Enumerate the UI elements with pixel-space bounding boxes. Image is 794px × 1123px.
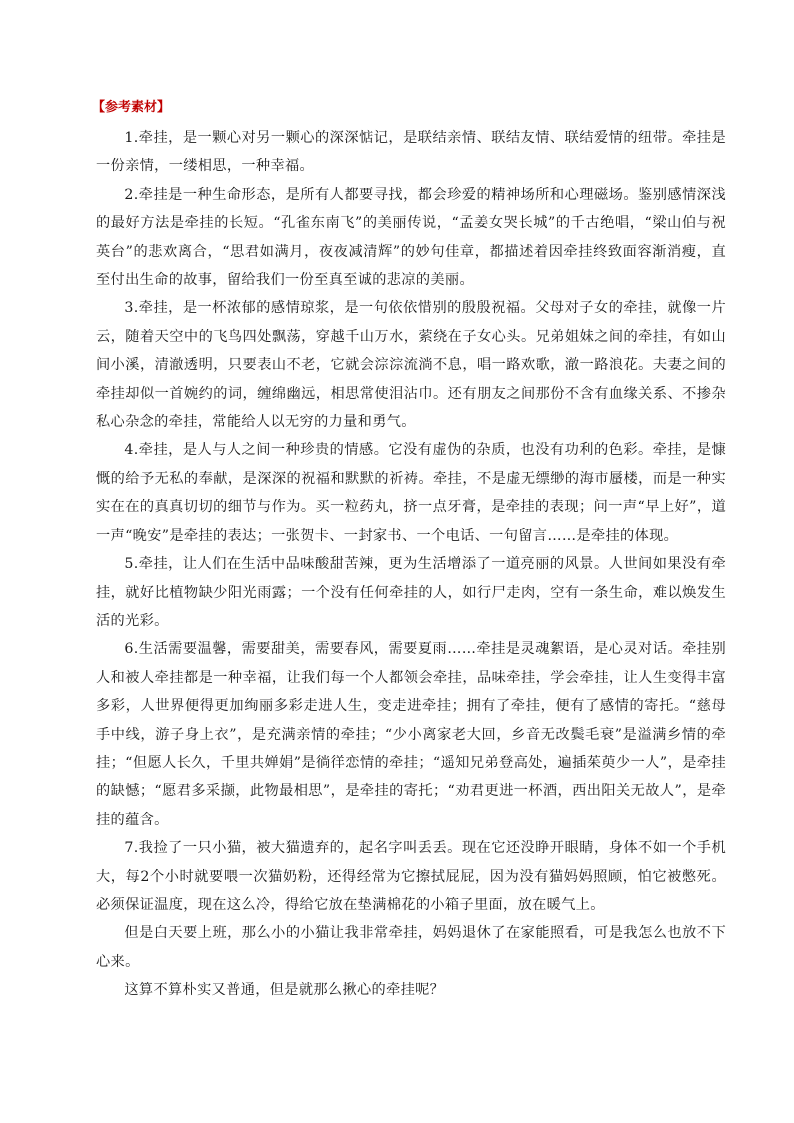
paragraph-6: 6.生活需要温馨，需要甜美，需要春风，需要夏雨……牵挂是灵魂絮语，是心灵对话。牵挂别人和被人牵挂都是一种幸福，让我们每一个人都领会牵挂，品味牵挂，学会牵挂，让人生变得丰富多彩，人世界便得更加绚丽多彩走进人生，变走进牵挂；拥有了牵挂，便有了感情的寄托。“慈母手中线，游子身上衣”，是充满亲情的牵挂；“少小离家老大回，乡音无改鬓毛衰”是溢满乡情的牵挂；“但愿人长久，千里共婵娟”是徜徉恋情的牵挂；“遥知兄弟登高处，遍插茱萸少一人”，是牵挂的缺憾；“愿君多采撷，此物最相思”，是牵挂的寄托；“劝君更进一杯酒，西出阳关无故人”，是牵挂的蕴含。 (96, 641, 726, 828)
document-page (92, 96, 726, 1005)
paragraph-4: 4.牵挂，是人与人之间一种珍贵的情感。它没有虚伪的杂质，也没有功利的色彩。牵挂，是慷慨的给予无私的奉献，是深深的祝福和默默的祈祷。牵挂，不是虚无缥缈的海市蜃楼，而是一种实实在在的真真切切的细节与作为。买一粒药丸，挤一点牙膏，是牵挂的表现；问一声“早上好”，道一声“晚安”是牵挂的表达；一张贺卡、一封家书、一个电话、一句留言……是牵挂的体现。 (96, 442, 726, 544)
paragraph-7: 7.我捡了一只小猫，被大猫遗弃的，起名字叫丢丢。现在它还没睁开眼睛，身体不如一个手机大，每2个小时就要喂一次猫奶粉，还得经常为它擦拭屁屁，因为没有猫妈妈照顾，怕它被憋死。必须保证温度，现在这么冷，得给它放在垫满棉花的小箱子里面，放在暖气上。 (96, 840, 726, 913)
section-title: 【参考素材】 (92, 100, 171, 115)
paragraph-9: 这算不算朴实又普通，但是就那么揪心的牵挂呢？ (124, 982, 445, 999)
paragraph-2: 2.牵挂是一种生命形态，是所有人都要寻找，都会珍爱的精神场所和心理磁场。鉴别感情深浅的最好方法是牵挂的长短。“孔雀东南飞”的美丽传说，“孟姜女哭长城”的千古绝唱，“梁山伯与祝英台”的悲欢离合，“思君如满月，夜夜减清辉”的妙句佳章，都描述着因牵挂终致面容渐消瘦，直至付出生命的故事，留给我们一份至真至诚的悲凉的美丽。 (96, 186, 726, 289)
paragraph-5: 5.牵挂，让人们在生活中品味酸甜苦辣，更为生活增添了一道亮丽的风景。人世间如果没有牵挂，就好比植物缺少阳光雨露；一个没有任何牵挂的人，如行尸走肉，空有一条生命，难以焕发生活的光彩。 (96, 556, 726, 629)
paragraph-3: 3.牵挂，是一杯浓郁的感情琼浆，是一句依依惜别的殷殷祝福。父母对子女的牵挂，就像一片云，随着天空中的飞鸟四处飘荡，穿越千山万水，萦绕在子女心头。兄弟姐妹之间的牵挂，有如山间小溪，清澈透明，只要表山不老，它就会淙淙流淌不息，唱一路欢歌，澈一路浪花。夫妻之间的牵挂却似一首婉约的词，缠绵幽远，相思常使泪沾巾。还有朋友之间那份不含有血缘关系、不掺杂私心杂念的牵挂，常能给人以无穷的力量和勇气。 (96, 300, 726, 431)
paragraph-1: 1.牵挂，是一颗心对另一颗心的深深惦记，是联结亲情、联结友情、联结爱情的纽带。牵挂是一份亲情，一缕相思，一种幸福。 (96, 130, 726, 175)
paragraph-8: 但是白天要上班，那么小的小猫让我非常牵挂，妈妈退休了在家能照看，可是我怎么也放不下心来。 (96, 925, 726, 970)
